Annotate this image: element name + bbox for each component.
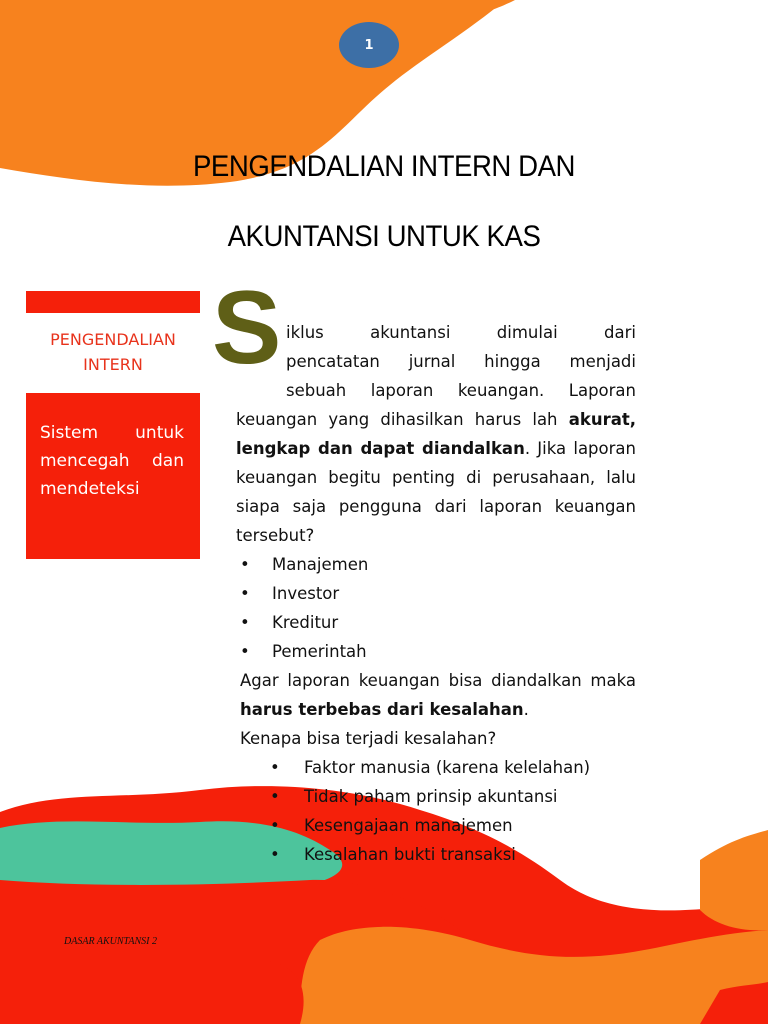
- intro-paragraph-rest: [236, 405, 636, 550]
- intro-line-3-text: sebuah laporan keuangan. Laporan: [286, 381, 636, 400]
- page-number-badge: [339, 22, 399, 68]
- main-content: [236, 318, 636, 869]
- top-orange-tail: [440, 0, 515, 15]
- users-list: [236, 550, 636, 666]
- list-item: [270, 782, 636, 811]
- bullet-icon: •: [270, 787, 280, 806]
- sidebar-definition-text: Sistem untuk mencegah dan mendeteksi: [40, 423, 184, 499]
- bottom-orange-right: [700, 830, 768, 930]
- page-title-line2: AKUNTANSI UNTUK KAS: [227, 220, 541, 253]
- intro-rest-a: keuangan yang dihasilkan harus lah: [236, 410, 569, 429]
- sidebar-heading: [26, 327, 200, 377]
- list-item-text: Pemerintah: [272, 642, 367, 661]
- intro-line-2: [236, 347, 636, 376]
- sidebar-definition-box: [26, 393, 200, 559]
- intro-line-2-text: pencatatan jurnal hingga menjadi: [286, 352, 636, 371]
- causes-list: [236, 753, 636, 869]
- list-item: [236, 550, 636, 579]
- list-item: [270, 753, 636, 782]
- errors-question: Kenapa bisa terjadi kesalahan?: [240, 729, 497, 748]
- list-item-text: Kreditur: [272, 613, 339, 632]
- list-item: [236, 579, 636, 608]
- list-item: [270, 840, 636, 869]
- intro-line-3: [236, 376, 636, 405]
- intro-line-1-text: iklus akuntansi dimulai dari: [286, 323, 636, 342]
- list-item-text: Tidak paham prinsip akuntansi: [304, 787, 558, 806]
- bullet-icon: •: [240, 613, 250, 632]
- sidebar-heading-line2: INTERN: [83, 355, 143, 374]
- list-item-text: Investor: [272, 584, 340, 603]
- page-title-line1: PENGENDALIAN INTERN DAN: [192, 150, 576, 183]
- intro-bold: akurat, lengkap dan dapat diandalkan: [236, 410, 636, 458]
- reliability-b: .: [523, 700, 529, 719]
- list-item: [236, 608, 636, 637]
- sidebar-heading-line1: PENGENDALIAN: [50, 330, 176, 349]
- footer-label: DASAR AKUNTANSI 2: [64, 936, 157, 947]
- intro-rest-b: . Jika laporan keuangan begitu penting di perusahaan, lalu siapa saja pengguna dari laporan keuangan tersebut?: [236, 439, 636, 545]
- list-item-text: Kesengajaan manajemen: [304, 816, 513, 835]
- reliability-a: Agar laporan keuangan bisa diandalkan maka: [240, 671, 636, 690]
- list-item-text: Kesalahan bukti transaksi: [304, 845, 516, 864]
- bullet-icon: •: [270, 845, 280, 864]
- list-item-text: Manajemen: [272, 555, 369, 574]
- list-item: [270, 811, 636, 840]
- bullet-icon: •: [270, 758, 280, 777]
- page-number: 1: [364, 37, 374, 53]
- bullet-icon: •: [240, 642, 250, 661]
- reliability-bold: harus terbebas dari kesalahan: [240, 700, 524, 719]
- drop-cap: S: [212, 270, 282, 386]
- list-item: [236, 637, 636, 666]
- bottom-red-left: [0, 955, 304, 1024]
- bullet-icon: •: [240, 555, 250, 574]
- sidebar-accent-bar: [26, 291, 200, 313]
- reliability-paragraph: [236, 666, 636, 724]
- list-item-text: Faktor manusia (karena kelelahan): [304, 758, 591, 777]
- bullet-icon: •: [270, 816, 280, 835]
- intro-line-1: [236, 318, 636, 347]
- bullet-icon: •: [240, 584, 250, 603]
